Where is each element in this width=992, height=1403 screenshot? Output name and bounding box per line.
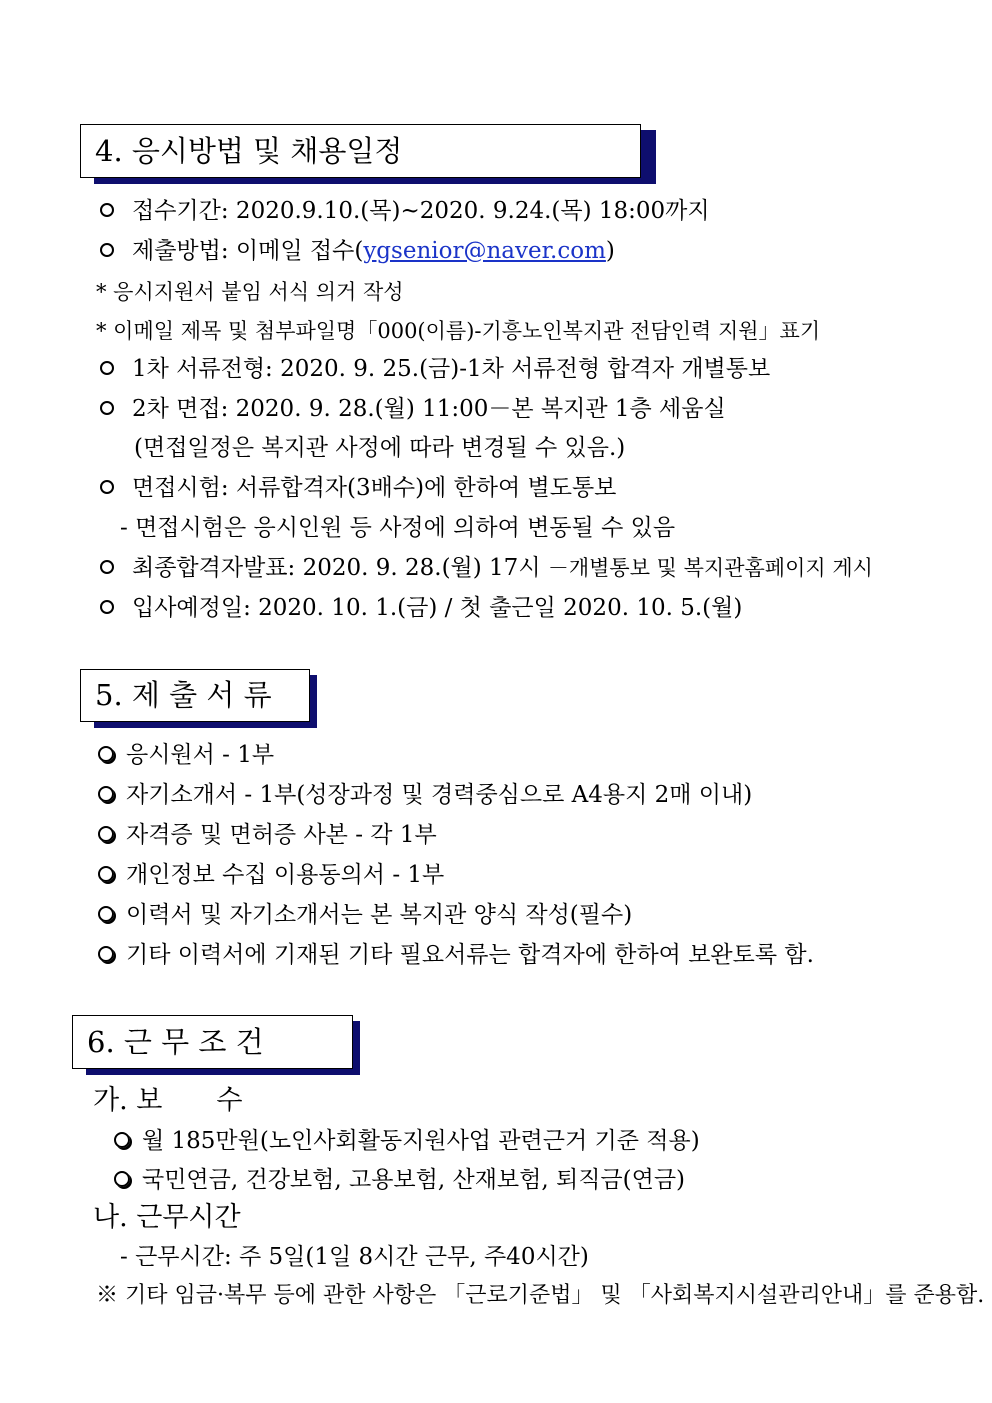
shadow-circle-bullet-icon (114, 1132, 130, 1148)
circle-bullet-icon (100, 401, 114, 415)
shadow-circle-bullet-icon (98, 826, 114, 842)
shadow-circle-bullet-icon (98, 906, 114, 922)
subheading-work-hours: 나. 근무시간 (93, 1202, 241, 1233)
shadow-circle-bullet-icon (98, 786, 114, 802)
list-item: 접수기간: 2020.9.10.(목)~2020. 9.24.(목) 18:00까지 (96, 196, 710, 226)
list-item: 2차 면접: 2020. 9. 28.(월) 11:00－본 복지관 1층 세움실 (96, 394, 726, 424)
list-item: 기타 이력서에 기재된 기타 필요서류는 합격자에 한하여 보완토록 함. (96, 940, 814, 970)
list-item: 개인정보 수집 이용동의서 - 1부 (96, 860, 444, 890)
list-item: 월 185만원(노인사회활동지원사업 관련근거 기준 적용) (112, 1126, 700, 1156)
circle-bullet-icon (100, 560, 114, 574)
sub-item: - 면접시험은 응시인원 등 사정에 의하여 변동될 수 있음 (120, 515, 676, 541)
circle-bullet-icon (100, 480, 114, 494)
list-item: 제출방법: 이메일 접수(ygsenior@naver.com) (96, 236, 615, 266)
note-line: * 응시지원서 붙임 서식 의거 작성 (96, 280, 404, 304)
list-item: 면접시험: 서류합격자(3배수)에 한하여 별도통보 (96, 473, 616, 503)
subheading-salary: 가. 보 수 (93, 1085, 243, 1116)
email-link[interactable]: ygsenior@naver.com (363, 238, 606, 264)
list-item: 이력서 및 자기소개서는 본 복지관 양식 작성(필수) (96, 900, 632, 930)
circle-bullet-icon (100, 361, 114, 375)
section-6-header (72, 1015, 360, 1075)
shadow-circle-bullet-icon (114, 1171, 130, 1187)
list-item: 입사예정일: 2020. 10. 1.(금) / 첫 출근일 2020. 10. 5.(월) (96, 593, 742, 623)
list-item: 응시원서 - 1부 (96, 740, 274, 770)
circle-bullet-icon (100, 203, 114, 217)
list-item: 자격증 및 면허증 사본 - 각 1부 (96, 820, 437, 850)
list-item: 국민연금, 건강보험, 고용보험, 산재보험, 퇴직금(연금) (112, 1165, 685, 1195)
section-4-title: 4. 응시방법 및 채용일정 (80, 124, 641, 178)
sub-item: - 근무시간: 주 5일(1일 8시간 근무, 주40시간) (120, 1244, 589, 1270)
circle-bullet-icon (100, 600, 114, 614)
shadow-circle-bullet-icon (98, 946, 114, 962)
section-5-header (80, 669, 317, 728)
shadow-circle-bullet-icon (98, 866, 114, 882)
note-line: * 이메일 제목 및 첨부파일명「000(이름)-기흥노인복지관 전담인력 지원」표기 (96, 319, 821, 343)
section-6-title: 6. 근 무 조 건 (72, 1015, 353, 1069)
section-5-title: 5. 제 출 서 류 (80, 669, 310, 722)
footer-note: ※ 기타 임금·복무 등에 관한 사항은 「근로기준법」 및 「사회복지시설관리안내」를 준용함. (96, 1283, 985, 1308)
list-item: 1차 서류전형: 2020. 9. 25.(금)-1차 서류전형 합격자 개별통보 (96, 354, 770, 384)
circle-bullet-icon (100, 243, 114, 257)
list-item: 자기소개서 - 1부(성장과정 및 경력중심으로 A4용지 2매 이내) (96, 780, 752, 810)
list-item: 최종합격자발표: 2020. 9. 28.(월) 17시 －개별통보 및 복지관홈페이지 게시 (96, 553, 873, 583)
shadow-circle-bullet-icon (98, 746, 114, 762)
list-item-continuation: (면접일정은 복지관 사정에 따라 변경될 수 있음.) (134, 435, 626, 461)
section-4-header (80, 124, 656, 184)
